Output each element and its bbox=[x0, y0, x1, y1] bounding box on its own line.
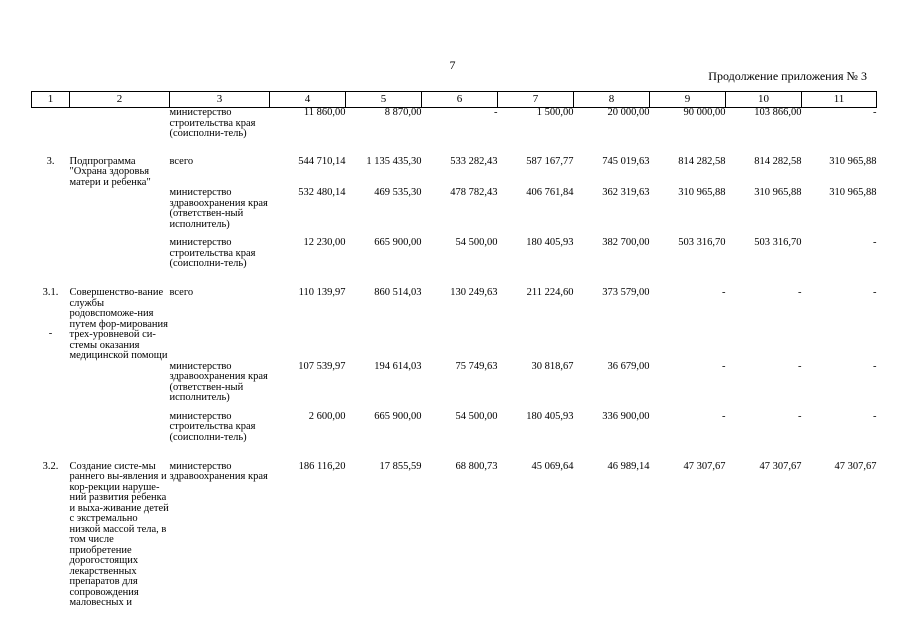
column-header: 4 bbox=[270, 92, 346, 108]
funding-value: 665 900,00 bbox=[374, 237, 422, 248]
table-row bbox=[32, 288, 877, 362]
funding-value: 2 600,00 bbox=[308, 410, 346, 422]
funding-value: - bbox=[722, 287, 726, 298]
funding-value: 362 319,63 bbox=[602, 187, 650, 198]
funding-value: - bbox=[873, 410, 877, 422]
table-row bbox=[32, 462, 877, 642]
funding-value: 336 900,00 bbox=[602, 410, 650, 422]
table-row bbox=[32, 238, 877, 288]
table-row bbox=[32, 157, 877, 189]
funding-value: 310 965,88 bbox=[829, 155, 877, 167]
program-name bbox=[70, 362, 170, 412]
responsible-party: министерство здравоохранения края (ответствен-ный исполнитель) bbox=[169, 360, 268, 403]
funding-value: 587 167,77 bbox=[526, 155, 574, 167]
responsible-party: всего bbox=[169, 155, 194, 167]
program-name bbox=[70, 412, 170, 462]
row-number bbox=[32, 188, 70, 238]
funding-value: 180 405,93 bbox=[526, 237, 574, 248]
funding-value: 12 230,00 bbox=[303, 237, 346, 248]
funding-value: 310 965,88 bbox=[829, 187, 877, 198]
row-number bbox=[32, 462, 70, 642]
table-row bbox=[32, 362, 877, 412]
funding-value: - bbox=[798, 287, 802, 298]
column-header: 2 bbox=[70, 92, 170, 108]
page-number: 7 bbox=[449, 58, 456, 72]
program-name bbox=[70, 108, 170, 157]
funding-value: 36 679,00 bbox=[607, 360, 650, 372]
funding-value: 665 900,00 bbox=[374, 410, 422, 422]
responsible-party: министерство строительства края (соисполни-тель) bbox=[169, 107, 256, 139]
column-header: 11 bbox=[802, 92, 877, 108]
funding-value: 532 480,14 bbox=[298, 187, 346, 198]
column-header: 5 bbox=[346, 92, 422, 108]
row-number-text: 3.1. bbox=[42, 287, 59, 298]
appendix-title: Продолжение приложения № 3 bbox=[708, 69, 867, 83]
funding-value: - bbox=[798, 360, 802, 372]
responsible-party: министерство здравоохранения края bbox=[169, 460, 268, 482]
funding-value: 17 855,59 bbox=[379, 460, 422, 472]
responsible-party: министерство строительства края (соисполни-тель) bbox=[169, 410, 256, 443]
row-number bbox=[32, 238, 70, 288]
funding-value: 54 500,00 bbox=[455, 410, 498, 422]
column-header: 9 bbox=[650, 92, 726, 108]
funding-value: - bbox=[873, 287, 877, 298]
funding-value: 110 139,97 bbox=[298, 287, 346, 298]
program-name: Создание систе-мы раннего вы-явления и кор-рекции наруше-ний развития ребенка и выха-живание детей с экстремально низкой массой тела, в том числе приобретение дорогостоящих лекарственных препаратов для сопровождения маловесных и bbox=[69, 460, 169, 608]
funding-value: 469 535,30 bbox=[374, 187, 422, 198]
program-name bbox=[70, 188, 170, 238]
funding-value: - bbox=[722, 360, 726, 372]
funding-value: 194 614,03 bbox=[374, 360, 422, 372]
funding-value: - bbox=[722, 410, 726, 422]
funding-value: 130 249,63 bbox=[450, 287, 498, 298]
funding-value: 30 818,67 bbox=[531, 360, 574, 372]
table-row bbox=[32, 108, 877, 157]
program-name: Совершенство-вание службы родовспоможе-ния путем фор-мирования трех-уровневой си-стемы оказания медицинской помощи bbox=[69, 287, 168, 361]
funding-value: 382 700,00 bbox=[602, 237, 650, 248]
funding-value: 814 282,58 bbox=[678, 155, 726, 167]
funding-value: - bbox=[873, 360, 877, 372]
funding-value: - bbox=[873, 107, 877, 118]
funding-value: 503 316,70 bbox=[754, 237, 802, 248]
funding-value: 46 989,14 bbox=[607, 460, 650, 472]
program-name: Подпрограмма "Охрана здоровья матери и ребенка" bbox=[69, 155, 151, 188]
funding-value: 310 965,88 bbox=[754, 187, 802, 198]
funding-value: 180 405,93 bbox=[526, 410, 574, 422]
funding-value: 107 539,97 bbox=[298, 360, 346, 372]
funding-value: 75 749,63 bbox=[455, 360, 498, 372]
funding-value: 406 761,84 bbox=[526, 187, 574, 198]
column-header: 1 bbox=[32, 92, 70, 108]
funding-value: 745 019,63 bbox=[602, 155, 650, 167]
column-header: 10 bbox=[726, 92, 802, 108]
responsible-party: министерство здравоохранения края (ответствен-ный исполнитель) bbox=[169, 187, 268, 230]
column-header: 3 bbox=[170, 92, 270, 108]
funding-value: 1 500,00 bbox=[536, 107, 574, 118]
program-name bbox=[70, 238, 170, 288]
row-number bbox=[32, 157, 70, 189]
funding-value: 103 866,00 bbox=[754, 107, 802, 118]
budget-table bbox=[31, 91, 877, 642]
responsible-party: всего bbox=[169, 287, 194, 298]
row-number bbox=[32, 288, 70, 362]
funding-value: 814 282,58 bbox=[754, 155, 802, 167]
funding-value: 533 282,43 bbox=[450, 155, 498, 167]
funding-value: 373 579,00 bbox=[602, 287, 650, 298]
row-number bbox=[32, 412, 70, 462]
table-row bbox=[32, 188, 877, 238]
funding-value: 860 514,03 bbox=[374, 287, 422, 298]
funding-value: 45 069,64 bbox=[531, 460, 574, 472]
funding-value: 211 224,60 bbox=[526, 287, 574, 298]
funding-value: 186 116,20 bbox=[298, 460, 346, 472]
column-header: 7 bbox=[498, 92, 574, 108]
row-number bbox=[32, 108, 70, 157]
funding-value: 544 710,14 bbox=[298, 155, 346, 167]
funding-value: 47 307,67 bbox=[683, 460, 726, 472]
funding-value: 20 000,00 bbox=[607, 107, 650, 118]
funding-value: 503 316,70 bbox=[678, 237, 726, 248]
funding-value: 68 800,73 bbox=[455, 460, 498, 472]
table-row bbox=[32, 412, 877, 462]
responsible-party: министерство строительства края (соисполни-тель) bbox=[169, 237, 256, 269]
funding-value: 47 307,67 bbox=[834, 460, 877, 472]
funding-value: 478 782,43 bbox=[450, 187, 498, 198]
funding-value: 90 000,00 bbox=[683, 107, 726, 118]
funding-value: - bbox=[494, 107, 498, 118]
funding-value: 1 135 435,30 bbox=[366, 155, 422, 167]
funding-value: - bbox=[873, 237, 877, 248]
column-header: 6 bbox=[422, 92, 498, 108]
funding-value: 8 870,00 bbox=[384, 107, 422, 118]
funding-value: 47 307,67 bbox=[759, 460, 802, 472]
row-number-text: 3. bbox=[46, 155, 55, 167]
row-number-dash: - bbox=[48, 327, 53, 339]
column-header: 8 bbox=[574, 92, 650, 108]
funding-value: 54 500,00 bbox=[455, 237, 498, 248]
row-number-text: 3.2. bbox=[42, 460, 59, 472]
funding-value: - bbox=[798, 410, 802, 422]
funding-value: 310 965,88 bbox=[678, 187, 726, 198]
row-number bbox=[32, 362, 70, 412]
funding-value: 11 860,00 bbox=[303, 107, 346, 118]
column-number-row bbox=[32, 92, 877, 108]
